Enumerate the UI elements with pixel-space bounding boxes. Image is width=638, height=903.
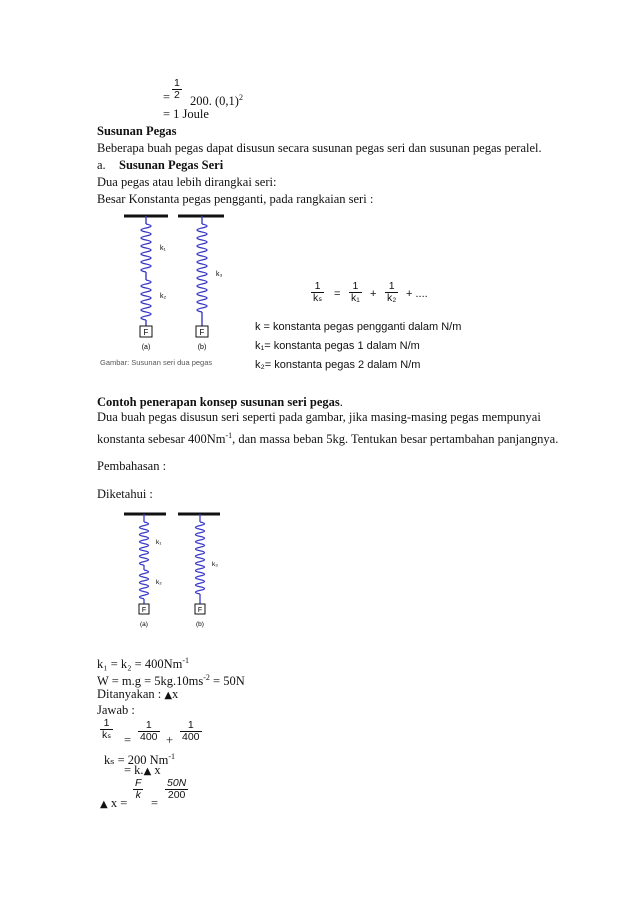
ans1-lhs xyxy=(100,718,113,741)
ans1-t1-den: 400 xyxy=(140,731,158,743)
figure1-caption: Gambar: Susunan seri dua pegas xyxy=(100,358,213,367)
k2-label: k₂ xyxy=(160,293,167,300)
ans3: = k.▲ x xyxy=(124,763,161,777)
spring-b-icon xyxy=(197,216,207,326)
ans4-vden: 200 xyxy=(165,789,188,801)
example-title: Contoh penerapan konsep susunan seri pegas. xyxy=(97,395,343,409)
springs-figure-1 xyxy=(100,210,280,370)
weight-a2-label: F xyxy=(141,607,147,614)
label-a: (a) xyxy=(141,344,151,351)
spring-b2-icon xyxy=(196,514,205,604)
formula-term2 xyxy=(385,281,398,304)
ans1-lhs-num: 1 xyxy=(103,717,110,729)
formula-lhs xyxy=(311,281,324,304)
formula-t2-den: k₂ xyxy=(387,292,397,304)
example-line2: konstanta sebesar $400Nm^{-1}$, dan massa beban 5kg. Tentukan besar pertambahan panjangnya. xyxy=(97,431,559,447)
ans4-eq: = xyxy=(151,796,159,810)
ans1-plus: + xyxy=(166,733,174,747)
ans4-vnum: 50N xyxy=(167,777,187,789)
half-num: 1 xyxy=(174,77,180,89)
ans1-eq: = xyxy=(124,733,132,747)
k3-label-2: k₃ xyxy=(212,561,218,568)
ans1-t1-num: 1 xyxy=(145,719,152,731)
weight-b-label: F xyxy=(199,328,205,337)
legend-3: k₂= konstanta pegas 2 dalam N/m xyxy=(255,359,421,371)
top-expr: 200. $(0,1)^2$ xyxy=(190,93,243,109)
k1-label-2: k₁ xyxy=(156,539,162,546)
ans4-k: k xyxy=(133,789,143,801)
delta-icon-2: ▲ xyxy=(143,766,152,777)
sub-title: Susunan Pegas Seri xyxy=(119,158,224,172)
top-eq-sign: = xyxy=(163,90,171,104)
formula-lhs-num: 1 xyxy=(314,280,321,292)
k1-label: k₁ xyxy=(160,245,166,252)
ans4-lhs: ▲ x = xyxy=(100,796,128,810)
formula-tail: + .... xyxy=(406,288,428,300)
weight-a-label: F xyxy=(143,328,149,337)
formula-t1-num: 1 xyxy=(352,280,359,292)
sub-label: a. xyxy=(97,158,106,172)
ans1-t2-den: 400 xyxy=(182,731,200,743)
section-title: Susunan Pegas xyxy=(97,124,177,138)
legend-2: k₁= konstanta pegas 1 dalam N/m xyxy=(255,340,420,352)
label-a2: (a) xyxy=(140,621,148,628)
ans1-term2 xyxy=(180,720,202,743)
formula-plus1: + xyxy=(370,288,377,300)
half-fraction xyxy=(172,78,182,101)
formula-term1 xyxy=(349,281,362,304)
spring-a2-icon xyxy=(140,514,149,604)
legend-1: k = konstanta pegas pengganti dalam N/m xyxy=(255,321,462,333)
delta-icon: ▲ xyxy=(164,690,173,701)
seri-line2: Besar Konstanta pegas pengganti, pada rangkaian seri : xyxy=(97,192,374,206)
spring-a-icon xyxy=(141,216,151,326)
ans1-lhs-den: kₛ xyxy=(102,729,112,741)
example-line1: Dua buah pegas disusun seri seperti pada gambar, jika masing-masing pegas mempunyai xyxy=(97,410,541,424)
springs-figure-2 xyxy=(120,510,240,635)
formula-eq: = xyxy=(334,288,341,300)
ans1-t2-num: 1 xyxy=(187,719,194,731)
ans1-term1 xyxy=(138,720,160,743)
ans2: kₛ = 200 $Nm^{-1}$ xyxy=(104,752,176,768)
formula-t1-den: k₁ xyxy=(351,292,360,304)
half-den: 2 xyxy=(174,89,180,101)
top-result: = 1 Joule xyxy=(163,107,209,121)
k3-label: k₃ xyxy=(216,271,223,278)
delta-icon-3: ▲ xyxy=(100,799,108,810)
ans4-value xyxy=(165,778,188,801)
formula-t2-num: 1 xyxy=(388,280,395,292)
known-1: $k_1 = k_2 = 400Nm^{-1}$ xyxy=(97,656,189,672)
known-2: $W = m.g = 5kg.10ms^{-2} = 50N$ xyxy=(97,673,245,689)
k2-label-2: k₂ xyxy=(156,579,162,586)
weight-b2-label: F xyxy=(197,607,203,614)
formula-lhs-den: kₛ xyxy=(313,292,323,304)
pembahasan-label: Pembahasan : xyxy=(97,459,167,473)
label-b2: (b) xyxy=(196,621,204,628)
asked: Ditanyakan : ▲x xyxy=(97,687,179,701)
seri-line1: Dua pegas atau lebih dirangkai seri: xyxy=(97,175,277,189)
ans4-fk xyxy=(133,778,143,801)
answer-label: Jawab : xyxy=(97,703,135,717)
label-b: (b) xyxy=(197,344,207,351)
intro-text: Beberapa buah pegas dapat disusun secara susunan pegas seri dan susunan pegas peralel. xyxy=(97,141,542,155)
diketahui-label: Diketahui : xyxy=(97,487,153,501)
ans4-f: F xyxy=(135,777,142,789)
